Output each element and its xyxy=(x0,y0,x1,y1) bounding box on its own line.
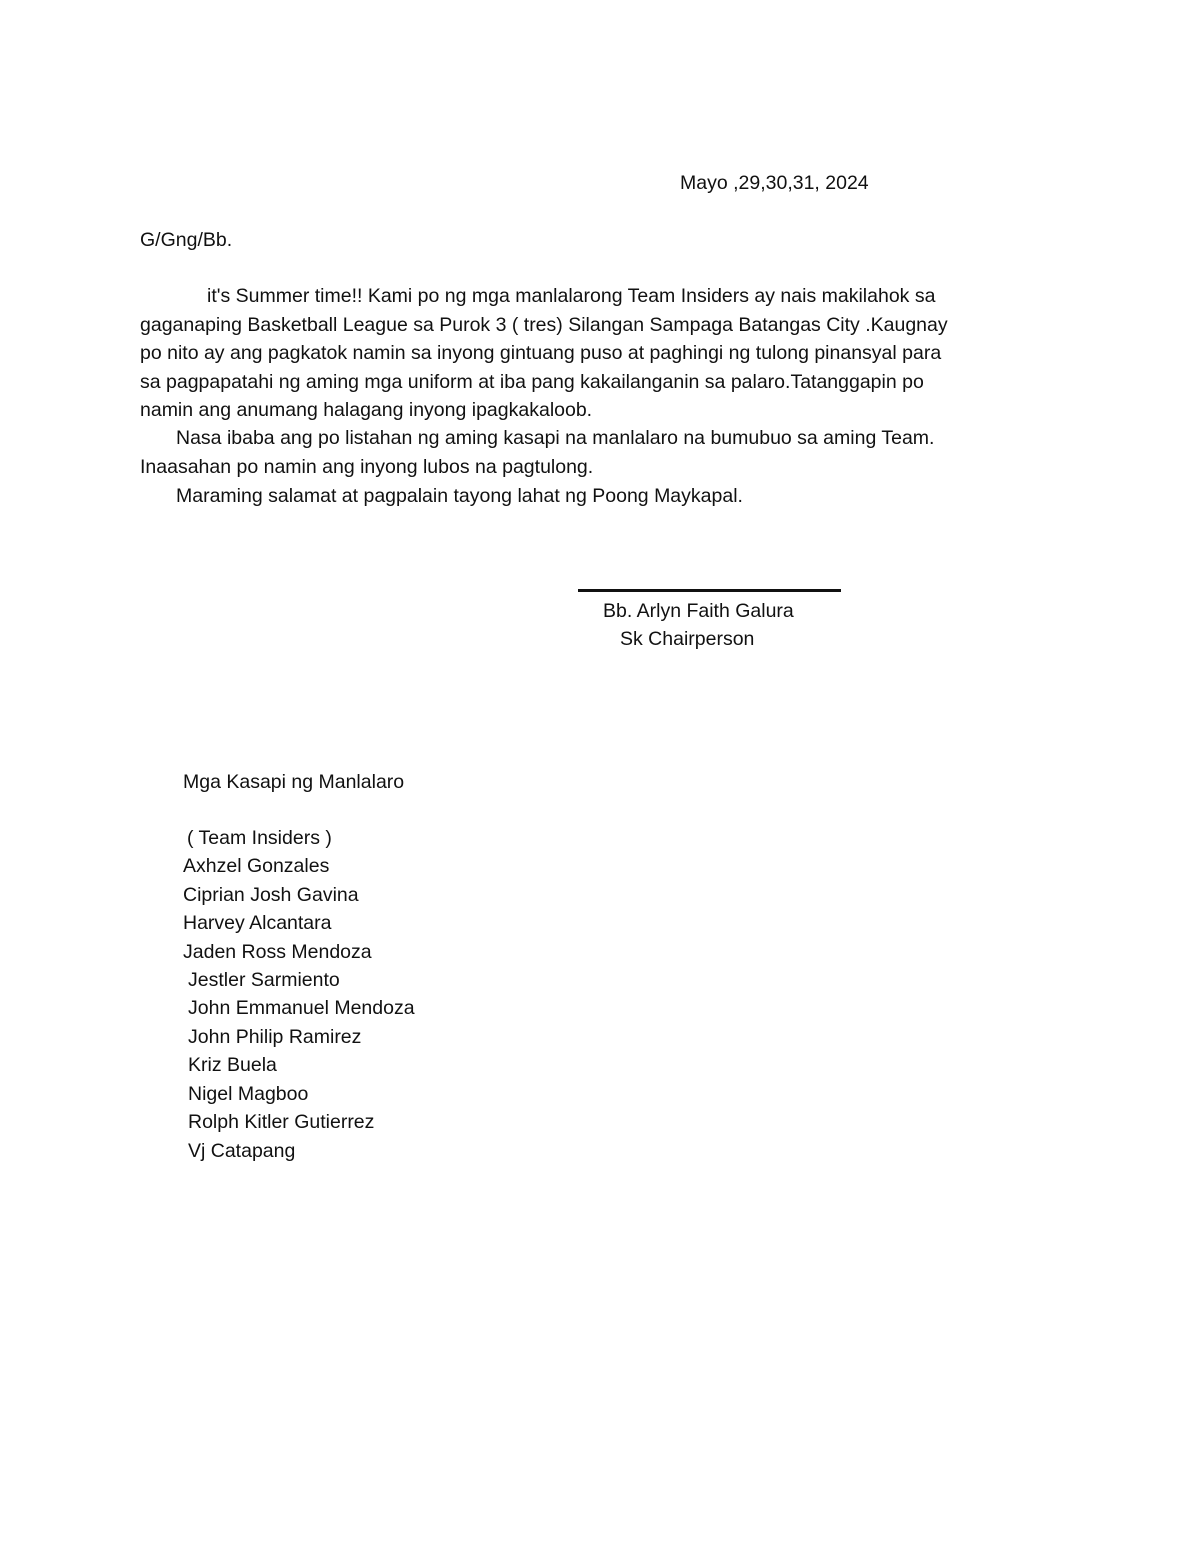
body-line: namin ang anumang halagang inyong ipagkakaloob. xyxy=(140,399,593,421)
body-line: gaganaping Basketball League sa Purok 3 ( tres) Silangan Sampaga Batangas City .Kaugnay xyxy=(140,314,948,336)
body-line: it's Summer time!! Kami po ng mga manlalarong Team Insiders ay nais makilahok sa xyxy=(207,285,936,307)
member-name: Vj Catapang xyxy=(188,1140,296,1162)
body-line: po nito ay ang pagkatok namin sa inyong gintuang puso at paghingi ng tulong pinansyal para xyxy=(140,342,942,364)
member-name: Ciprian Josh Gavina xyxy=(183,884,359,906)
body-line: Maraming salamat at pagpalain tayong lahat ng Poong Maykapal. xyxy=(176,485,743,507)
member-name: Axhzel Gonzales xyxy=(183,855,330,877)
team-name: ( Team Insiders ) xyxy=(187,827,332,849)
member-name: Rolph Kitler Gutierrez xyxy=(188,1111,375,1133)
member-name: John Philip Ramirez xyxy=(188,1026,362,1048)
body-line: Inaasahan po namin ang inyong lubos na pagtulong. xyxy=(140,456,594,478)
letter-date: Mayo ,29,30,31, 2024 xyxy=(680,172,869,194)
signature-line xyxy=(578,589,841,592)
member-name: John Emmanuel Mendoza xyxy=(188,997,415,1019)
members-heading: Mga Kasapi ng Manlalaro xyxy=(183,771,405,793)
member-name: Harvey Alcantara xyxy=(183,912,332,934)
member-name: Jaden Ross Mendoza xyxy=(183,941,372,963)
member-name: Nigel Magboo xyxy=(188,1083,309,1105)
body-line: sa pagpapatahi ng aming mga uniform at iba pang kakailanganin sa palaro.Tatanggapin po xyxy=(140,371,924,393)
member-name: Kriz Buela xyxy=(188,1054,277,1076)
signer-title: Sk Chairperson xyxy=(620,628,755,650)
signer-name: Bb. Arlyn Faith Galura xyxy=(603,600,794,622)
salutation: G/Gng/Bb. xyxy=(140,229,233,251)
body-line: Nasa ibaba ang po listahan ng aming kasapi na manlalaro na bumubuo sa aming Team. xyxy=(176,427,935,449)
member-name: Jestler Sarmiento xyxy=(188,969,340,991)
